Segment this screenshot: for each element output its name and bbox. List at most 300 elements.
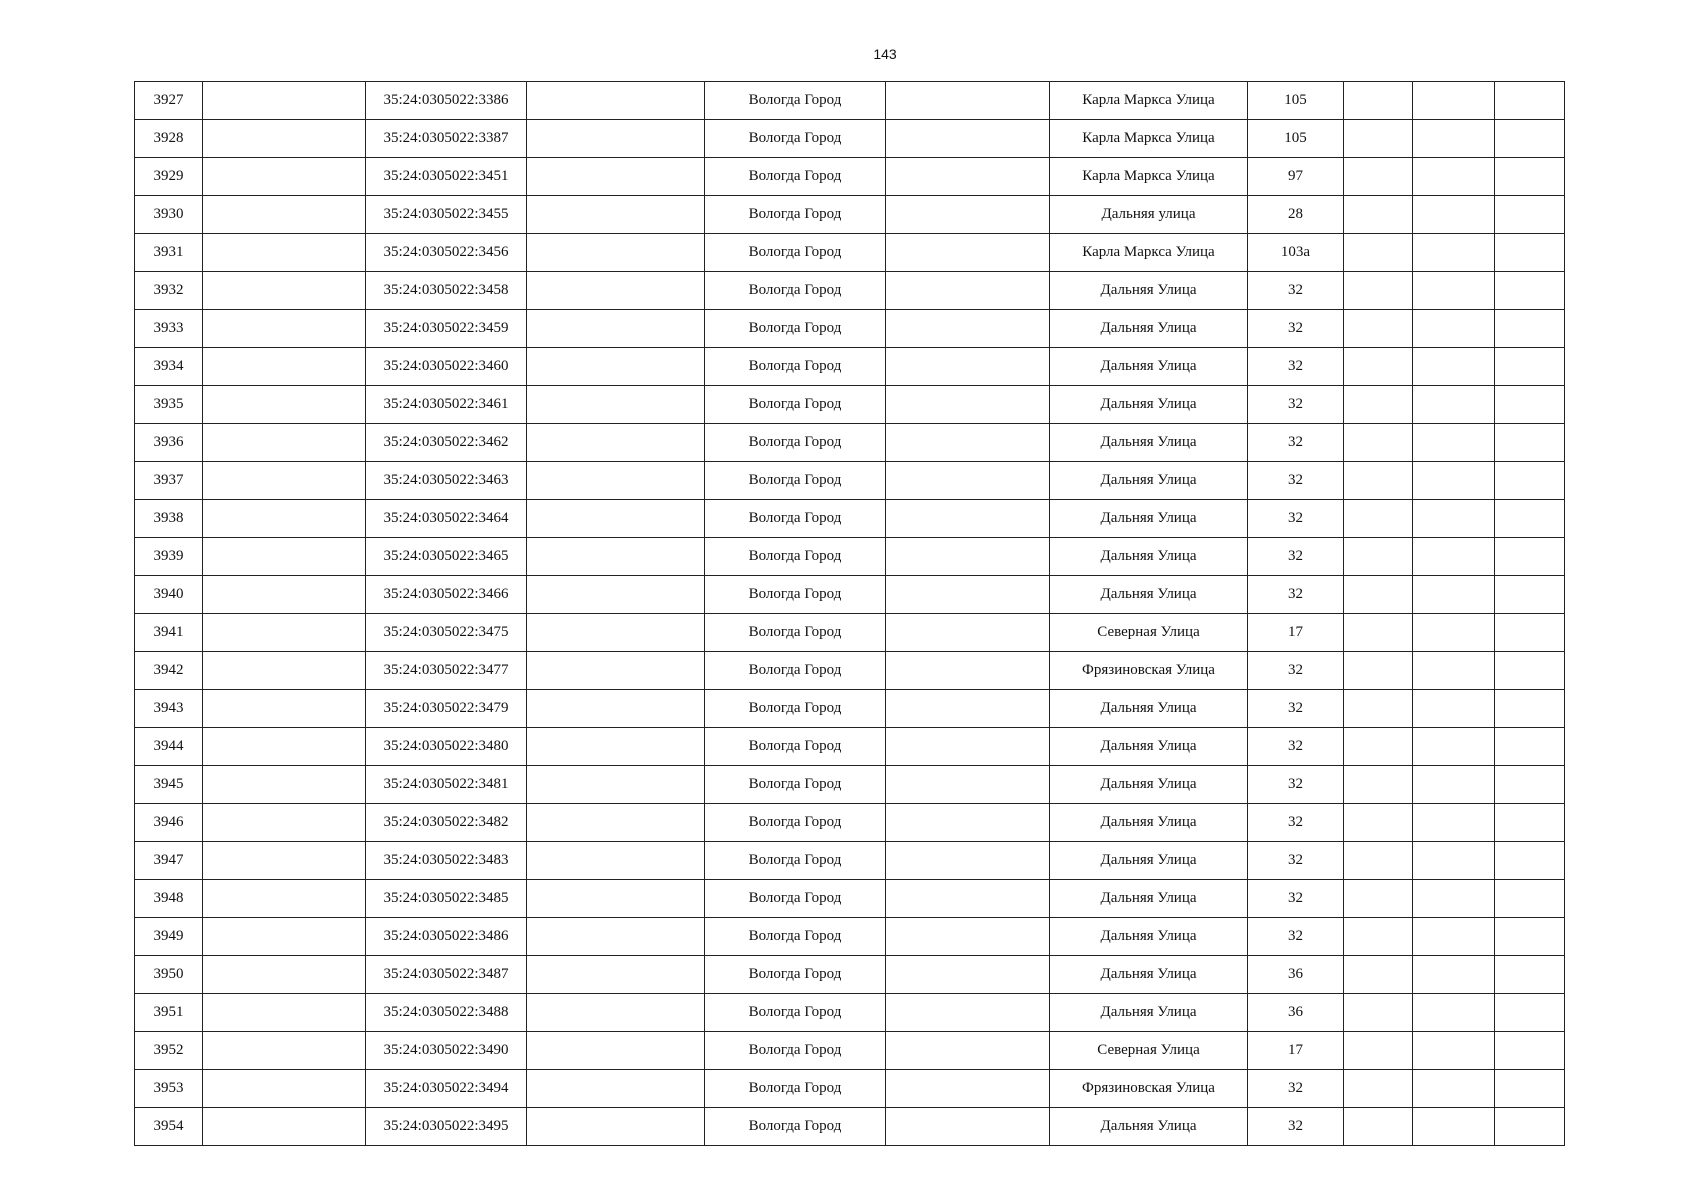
street-cell: Дальняя Улица bbox=[1050, 424, 1248, 462]
empty-cell bbox=[1495, 538, 1565, 576]
empty-cell bbox=[203, 272, 366, 310]
cadastral-number-cell: 35:24:0305022:3455 bbox=[366, 196, 527, 234]
empty-cell bbox=[1344, 310, 1413, 348]
empty-cell bbox=[203, 804, 366, 842]
empty-cell bbox=[1413, 82, 1495, 120]
empty-cell bbox=[1344, 196, 1413, 234]
empty-cell bbox=[1344, 158, 1413, 196]
empty-cell bbox=[527, 462, 705, 500]
row-number-cell: 3951 bbox=[135, 994, 203, 1032]
street-cell: Фрязиновская Улица bbox=[1050, 652, 1248, 690]
table-row bbox=[135, 348, 1565, 386]
row-number-cell: 3950 bbox=[135, 956, 203, 994]
empty-cell bbox=[886, 1032, 1050, 1070]
settlement-cell: Вологда Город bbox=[705, 272, 886, 310]
empty-cell bbox=[1344, 880, 1413, 918]
row-number-cell: 3954 bbox=[135, 1108, 203, 1146]
table-row bbox=[135, 538, 1565, 576]
empty-cell bbox=[1344, 120, 1413, 158]
street-cell: Дальняя Улица bbox=[1050, 880, 1248, 918]
cadastral-number-cell: 35:24:0305022:3459 bbox=[366, 310, 527, 348]
cadastral-number-cell: 35:24:0305022:3464 bbox=[366, 500, 527, 538]
table-row bbox=[135, 234, 1565, 272]
row-number-cell: 3937 bbox=[135, 462, 203, 500]
house-number-cell: 97 bbox=[1248, 158, 1344, 196]
empty-cell bbox=[203, 614, 366, 652]
empty-cell bbox=[886, 196, 1050, 234]
street-cell: Дальняя Улица bbox=[1050, 766, 1248, 804]
empty-cell bbox=[1413, 158, 1495, 196]
empty-cell bbox=[886, 652, 1050, 690]
row-number-cell: 3940 bbox=[135, 576, 203, 614]
empty-cell bbox=[527, 994, 705, 1032]
empty-cell bbox=[886, 424, 1050, 462]
row-number-cell: 3934 bbox=[135, 348, 203, 386]
empty-cell bbox=[1344, 82, 1413, 120]
cadastral-number-cell: 35:24:0305022:3461 bbox=[366, 386, 527, 424]
house-number-cell: 32 bbox=[1248, 424, 1344, 462]
table-row bbox=[135, 690, 1565, 728]
cadastral-number-cell: 35:24:0305022:3463 bbox=[366, 462, 527, 500]
empty-cell bbox=[203, 500, 366, 538]
empty-cell bbox=[1413, 234, 1495, 272]
row-number-cell: 3931 bbox=[135, 234, 203, 272]
empty-cell bbox=[886, 538, 1050, 576]
street-cell: Дальняя Улица bbox=[1050, 804, 1248, 842]
empty-cell bbox=[1344, 576, 1413, 614]
cadastral-number-cell: 35:24:0305022:3460 bbox=[366, 348, 527, 386]
row-number-cell: 3935 bbox=[135, 386, 203, 424]
cadastral-number-cell: 35:24:0305022:3487 bbox=[366, 956, 527, 994]
empty-cell bbox=[1344, 272, 1413, 310]
house-number-cell: 32 bbox=[1248, 462, 1344, 500]
row-number-cell: 3942 bbox=[135, 652, 203, 690]
empty-cell bbox=[203, 234, 366, 272]
register-table bbox=[134, 81, 1565, 1146]
empty-cell bbox=[203, 690, 366, 728]
empty-cell bbox=[886, 234, 1050, 272]
cadastral-number-cell: 35:24:0305022:3477 bbox=[366, 652, 527, 690]
street-cell: Карла Маркса Улица bbox=[1050, 158, 1248, 196]
table-row bbox=[135, 804, 1565, 842]
empty-cell bbox=[886, 158, 1050, 196]
empty-cell bbox=[203, 994, 366, 1032]
empty-cell bbox=[1495, 196, 1565, 234]
row-number-cell: 3936 bbox=[135, 424, 203, 462]
settlement-cell: Вологда Город bbox=[705, 956, 886, 994]
empty-cell bbox=[1413, 880, 1495, 918]
empty-cell bbox=[1413, 728, 1495, 766]
row-number-cell: 3943 bbox=[135, 690, 203, 728]
house-number-cell: 36 bbox=[1248, 994, 1344, 1032]
table-row bbox=[135, 310, 1565, 348]
cadastral-number-cell: 35:24:0305022:3490 bbox=[366, 1032, 527, 1070]
empty-cell bbox=[527, 424, 705, 462]
empty-cell bbox=[527, 120, 705, 158]
settlement-cell: Вологда Город bbox=[705, 614, 886, 652]
settlement-cell: Вологда Город bbox=[705, 690, 886, 728]
house-number-cell: 32 bbox=[1248, 918, 1344, 956]
empty-cell bbox=[527, 1108, 705, 1146]
empty-cell bbox=[527, 652, 705, 690]
house-number-cell: 32 bbox=[1248, 1070, 1344, 1108]
empty-cell bbox=[1344, 690, 1413, 728]
empty-cell bbox=[527, 880, 705, 918]
row-number-cell: 3945 bbox=[135, 766, 203, 804]
empty-cell bbox=[1413, 842, 1495, 880]
row-number-cell: 3952 bbox=[135, 1032, 203, 1070]
street-cell: Дальняя Улица bbox=[1050, 500, 1248, 538]
table-row bbox=[135, 576, 1565, 614]
street-cell: Карла Маркса Улица bbox=[1050, 82, 1248, 120]
empty-cell bbox=[1495, 576, 1565, 614]
empty-cell bbox=[1413, 1108, 1495, 1146]
empty-cell bbox=[886, 614, 1050, 652]
table-row bbox=[135, 1070, 1565, 1108]
empty-cell bbox=[203, 652, 366, 690]
row-number-cell: 3933 bbox=[135, 310, 203, 348]
empty-cell bbox=[1413, 690, 1495, 728]
empty-cell bbox=[1413, 994, 1495, 1032]
street-cell: Дальняя Улица bbox=[1050, 1108, 1248, 1146]
row-number-cell: 3948 bbox=[135, 880, 203, 918]
settlement-cell: Вологда Город bbox=[705, 462, 886, 500]
cadastral-number-cell: 35:24:0305022:3495 bbox=[366, 1108, 527, 1146]
settlement-cell: Вологда Город bbox=[705, 424, 886, 462]
empty-cell bbox=[1344, 994, 1413, 1032]
empty-cell bbox=[203, 880, 366, 918]
cadastral-number-cell: 35:24:0305022:3482 bbox=[366, 804, 527, 842]
house-number-cell: 36 bbox=[1248, 956, 1344, 994]
empty-cell bbox=[203, 576, 366, 614]
empty-cell bbox=[1344, 1108, 1413, 1146]
street-cell: Дальняя Улица bbox=[1050, 690, 1248, 728]
house-number-cell: 32 bbox=[1248, 690, 1344, 728]
empty-cell bbox=[527, 766, 705, 804]
empty-cell bbox=[527, 538, 705, 576]
cadastral-number-cell: 35:24:0305022:3483 bbox=[366, 842, 527, 880]
empty-cell bbox=[1495, 728, 1565, 766]
empty-cell bbox=[1413, 462, 1495, 500]
empty-cell bbox=[1413, 1070, 1495, 1108]
row-number-cell: 3939 bbox=[135, 538, 203, 576]
table-row bbox=[135, 462, 1565, 500]
empty-cell bbox=[1495, 766, 1565, 804]
empty-cell bbox=[1495, 120, 1565, 158]
empty-cell bbox=[1495, 424, 1565, 462]
table-row bbox=[135, 386, 1565, 424]
empty-cell bbox=[203, 424, 366, 462]
street-cell: Дальняя Улица bbox=[1050, 956, 1248, 994]
cadastral-number-cell: 35:24:0305022:3488 bbox=[366, 994, 527, 1032]
house-number-cell: 32 bbox=[1248, 728, 1344, 766]
table-row bbox=[135, 424, 1565, 462]
table-row bbox=[135, 196, 1565, 234]
row-number-cell: 3938 bbox=[135, 500, 203, 538]
empty-cell bbox=[1495, 842, 1565, 880]
empty-cell bbox=[1344, 386, 1413, 424]
empty-cell bbox=[1344, 500, 1413, 538]
settlement-cell: Вологда Город bbox=[705, 310, 886, 348]
empty-cell bbox=[886, 500, 1050, 538]
empty-cell bbox=[1413, 310, 1495, 348]
house-number-cell: 32 bbox=[1248, 842, 1344, 880]
empty-cell bbox=[1495, 880, 1565, 918]
empty-cell bbox=[1495, 310, 1565, 348]
table-row bbox=[135, 614, 1565, 652]
empty-cell bbox=[1495, 614, 1565, 652]
settlement-cell: Вологда Город bbox=[705, 1108, 886, 1146]
empty-cell bbox=[886, 462, 1050, 500]
empty-cell bbox=[1344, 804, 1413, 842]
empty-cell bbox=[1344, 918, 1413, 956]
empty-cell bbox=[527, 82, 705, 120]
house-number-cell: 32 bbox=[1248, 1108, 1344, 1146]
empty-cell bbox=[1413, 614, 1495, 652]
street-cell: Дальняя Улица bbox=[1050, 348, 1248, 386]
table-row bbox=[135, 918, 1565, 956]
settlement-cell: Вологда Город bbox=[705, 538, 886, 576]
empty-cell bbox=[527, 196, 705, 234]
table-row bbox=[135, 158, 1565, 196]
empty-cell bbox=[1413, 1032, 1495, 1070]
house-number-cell: 32 bbox=[1248, 766, 1344, 804]
house-number-cell: 103а bbox=[1248, 234, 1344, 272]
table-row bbox=[135, 728, 1565, 766]
empty-cell bbox=[527, 918, 705, 956]
empty-cell bbox=[203, 766, 366, 804]
empty-cell bbox=[1495, 386, 1565, 424]
empty-cell bbox=[203, 918, 366, 956]
empty-cell bbox=[1495, 994, 1565, 1032]
empty-cell bbox=[1344, 424, 1413, 462]
empty-cell bbox=[1344, 1070, 1413, 1108]
house-number-cell: 32 bbox=[1248, 500, 1344, 538]
house-number-cell: 17 bbox=[1248, 614, 1344, 652]
empty-cell bbox=[527, 842, 705, 880]
empty-cell bbox=[527, 272, 705, 310]
settlement-cell: Вологда Город bbox=[705, 196, 886, 234]
street-cell: Дальняя Улица bbox=[1050, 994, 1248, 1032]
empty-cell bbox=[1413, 386, 1495, 424]
settlement-cell: Вологда Город bbox=[705, 500, 886, 538]
cadastral-number-cell: 35:24:0305022:3462 bbox=[366, 424, 527, 462]
house-number-cell: 32 bbox=[1248, 652, 1344, 690]
empty-cell bbox=[1495, 500, 1565, 538]
empty-cell bbox=[527, 728, 705, 766]
empty-cell bbox=[1413, 272, 1495, 310]
empty-cell bbox=[1344, 348, 1413, 386]
house-number-cell: 32 bbox=[1248, 386, 1344, 424]
settlement-cell: Вологда Город bbox=[705, 158, 886, 196]
empty-cell bbox=[886, 576, 1050, 614]
empty-cell bbox=[1344, 538, 1413, 576]
empty-cell bbox=[1344, 462, 1413, 500]
settlement-cell: Вологда Город bbox=[705, 1032, 886, 1070]
empty-cell bbox=[203, 82, 366, 120]
empty-cell bbox=[1495, 462, 1565, 500]
cadastral-number-cell: 35:24:0305022:3480 bbox=[366, 728, 527, 766]
empty-cell bbox=[1495, 348, 1565, 386]
empty-cell bbox=[203, 120, 366, 158]
cadastral-number-cell: 35:24:0305022:3485 bbox=[366, 880, 527, 918]
empty-cell bbox=[886, 272, 1050, 310]
empty-cell bbox=[203, 196, 366, 234]
empty-cell bbox=[1344, 728, 1413, 766]
table-row bbox=[135, 500, 1565, 538]
cadastral-number-cell: 35:24:0305022:3481 bbox=[366, 766, 527, 804]
settlement-cell: Вологда Город bbox=[705, 728, 886, 766]
settlement-cell: Вологда Город bbox=[705, 348, 886, 386]
empty-cell bbox=[527, 614, 705, 652]
cadastral-number-cell: 35:24:0305022:3486 bbox=[366, 918, 527, 956]
empty-cell bbox=[1495, 272, 1565, 310]
street-cell: Дальняя Улица bbox=[1050, 842, 1248, 880]
street-cell: Дальняя Улица bbox=[1050, 310, 1248, 348]
street-cell: Северная Улица bbox=[1050, 1032, 1248, 1070]
street-cell: Карла Маркса Улица bbox=[1050, 234, 1248, 272]
empty-cell bbox=[1413, 804, 1495, 842]
empty-cell bbox=[527, 576, 705, 614]
empty-cell bbox=[1495, 1032, 1565, 1070]
settlement-cell: Вологда Город bbox=[705, 652, 886, 690]
street-cell: Дальняя Улица bbox=[1050, 272, 1248, 310]
empty-cell bbox=[527, 348, 705, 386]
empty-cell bbox=[886, 880, 1050, 918]
empty-cell bbox=[886, 728, 1050, 766]
row-number-cell: 3941 bbox=[135, 614, 203, 652]
settlement-cell: Вологда Город bbox=[705, 576, 886, 614]
empty-cell bbox=[886, 956, 1050, 994]
row-number-cell: 3927 bbox=[135, 82, 203, 120]
empty-cell bbox=[527, 1070, 705, 1108]
house-number-cell: 32 bbox=[1248, 804, 1344, 842]
row-number-cell: 3953 bbox=[135, 1070, 203, 1108]
settlement-cell: Вологда Город bbox=[705, 880, 886, 918]
cadastral-number-cell: 35:24:0305022:3475 bbox=[366, 614, 527, 652]
empty-cell bbox=[886, 690, 1050, 728]
empty-cell bbox=[527, 1032, 705, 1070]
empty-cell bbox=[1344, 1032, 1413, 1070]
row-number-cell: 3944 bbox=[135, 728, 203, 766]
empty-cell bbox=[886, 766, 1050, 804]
empty-cell bbox=[1344, 234, 1413, 272]
empty-cell bbox=[886, 994, 1050, 1032]
table-row bbox=[135, 842, 1565, 880]
empty-cell bbox=[886, 120, 1050, 158]
empty-cell bbox=[527, 804, 705, 842]
table-row bbox=[135, 994, 1565, 1032]
row-number-cell: 3947 bbox=[135, 842, 203, 880]
street-cell: Дальняя Улица bbox=[1050, 462, 1248, 500]
street-cell: Дальняя улица bbox=[1050, 196, 1248, 234]
cadastral-number-cell: 35:24:0305022:3456 bbox=[366, 234, 527, 272]
house-number-cell: 32 bbox=[1248, 272, 1344, 310]
house-number-cell: 32 bbox=[1248, 880, 1344, 918]
cadastral-number-cell: 35:24:0305022:3479 bbox=[366, 690, 527, 728]
row-number-cell: 3949 bbox=[135, 918, 203, 956]
empty-cell bbox=[527, 158, 705, 196]
street-cell: Дальняя Улица bbox=[1050, 918, 1248, 956]
register-body bbox=[135, 82, 1565, 1146]
empty-cell bbox=[1344, 614, 1413, 652]
empty-cell bbox=[1413, 348, 1495, 386]
row-number-cell: 3930 bbox=[135, 196, 203, 234]
table-row bbox=[135, 120, 1565, 158]
empty-cell bbox=[1495, 234, 1565, 272]
house-number-cell: 105 bbox=[1248, 120, 1344, 158]
empty-cell bbox=[1413, 576, 1495, 614]
empty-cell bbox=[1344, 766, 1413, 804]
empty-cell bbox=[203, 956, 366, 994]
empty-cell bbox=[203, 1108, 366, 1146]
table-row bbox=[135, 880, 1565, 918]
cadastral-number-cell: 35:24:0305022:3466 bbox=[366, 576, 527, 614]
empty-cell bbox=[1413, 766, 1495, 804]
empty-cell bbox=[1413, 652, 1495, 690]
page-number: 143 bbox=[873, 46, 897, 62]
empty-cell bbox=[1413, 538, 1495, 576]
empty-cell bbox=[886, 918, 1050, 956]
cadastral-number-cell: 35:24:0305022:3387 bbox=[366, 120, 527, 158]
empty-cell bbox=[203, 158, 366, 196]
settlement-cell: Вологда Город bbox=[705, 82, 886, 120]
street-cell: Дальняя Улица bbox=[1050, 728, 1248, 766]
empty-cell bbox=[1495, 918, 1565, 956]
house-number-cell: 32 bbox=[1248, 538, 1344, 576]
row-number-cell: 3932 bbox=[135, 272, 203, 310]
cadastral-number-cell: 35:24:0305022:3386 bbox=[366, 82, 527, 120]
empty-cell bbox=[203, 1032, 366, 1070]
settlement-cell: Вологда Город bbox=[705, 804, 886, 842]
empty-cell bbox=[203, 348, 366, 386]
empty-cell bbox=[1413, 956, 1495, 994]
empty-cell bbox=[1413, 918, 1495, 956]
house-number-cell: 32 bbox=[1248, 576, 1344, 614]
settlement-cell: Вологда Город bbox=[705, 766, 886, 804]
settlement-cell: Вологда Город bbox=[705, 918, 886, 956]
table-row bbox=[135, 1108, 1565, 1146]
cadastral-number-cell: 35:24:0305022:3451 bbox=[366, 158, 527, 196]
row-number-cell: 3929 bbox=[135, 158, 203, 196]
empty-cell bbox=[1413, 196, 1495, 234]
house-number-cell: 32 bbox=[1248, 348, 1344, 386]
settlement-cell: Вологда Город bbox=[705, 842, 886, 880]
empty-cell bbox=[1495, 804, 1565, 842]
empty-cell bbox=[203, 842, 366, 880]
empty-cell bbox=[1344, 842, 1413, 880]
row-number-cell: 3946 bbox=[135, 804, 203, 842]
street-cell: Северная Улица bbox=[1050, 614, 1248, 652]
empty-cell bbox=[203, 728, 366, 766]
empty-cell bbox=[886, 82, 1050, 120]
empty-cell bbox=[527, 310, 705, 348]
empty-cell bbox=[527, 386, 705, 424]
table-row bbox=[135, 1032, 1565, 1070]
empty-cell bbox=[527, 234, 705, 272]
house-number-cell: 105 bbox=[1248, 82, 1344, 120]
empty-cell bbox=[1495, 1108, 1565, 1146]
street-cell: Фрязиновская Улица bbox=[1050, 1070, 1248, 1108]
empty-cell bbox=[1413, 424, 1495, 462]
empty-cell bbox=[886, 842, 1050, 880]
empty-cell bbox=[203, 462, 366, 500]
empty-cell bbox=[203, 310, 366, 348]
empty-cell bbox=[1495, 158, 1565, 196]
row-number-cell: 3928 bbox=[135, 120, 203, 158]
empty-cell bbox=[527, 690, 705, 728]
empty-cell bbox=[1495, 690, 1565, 728]
